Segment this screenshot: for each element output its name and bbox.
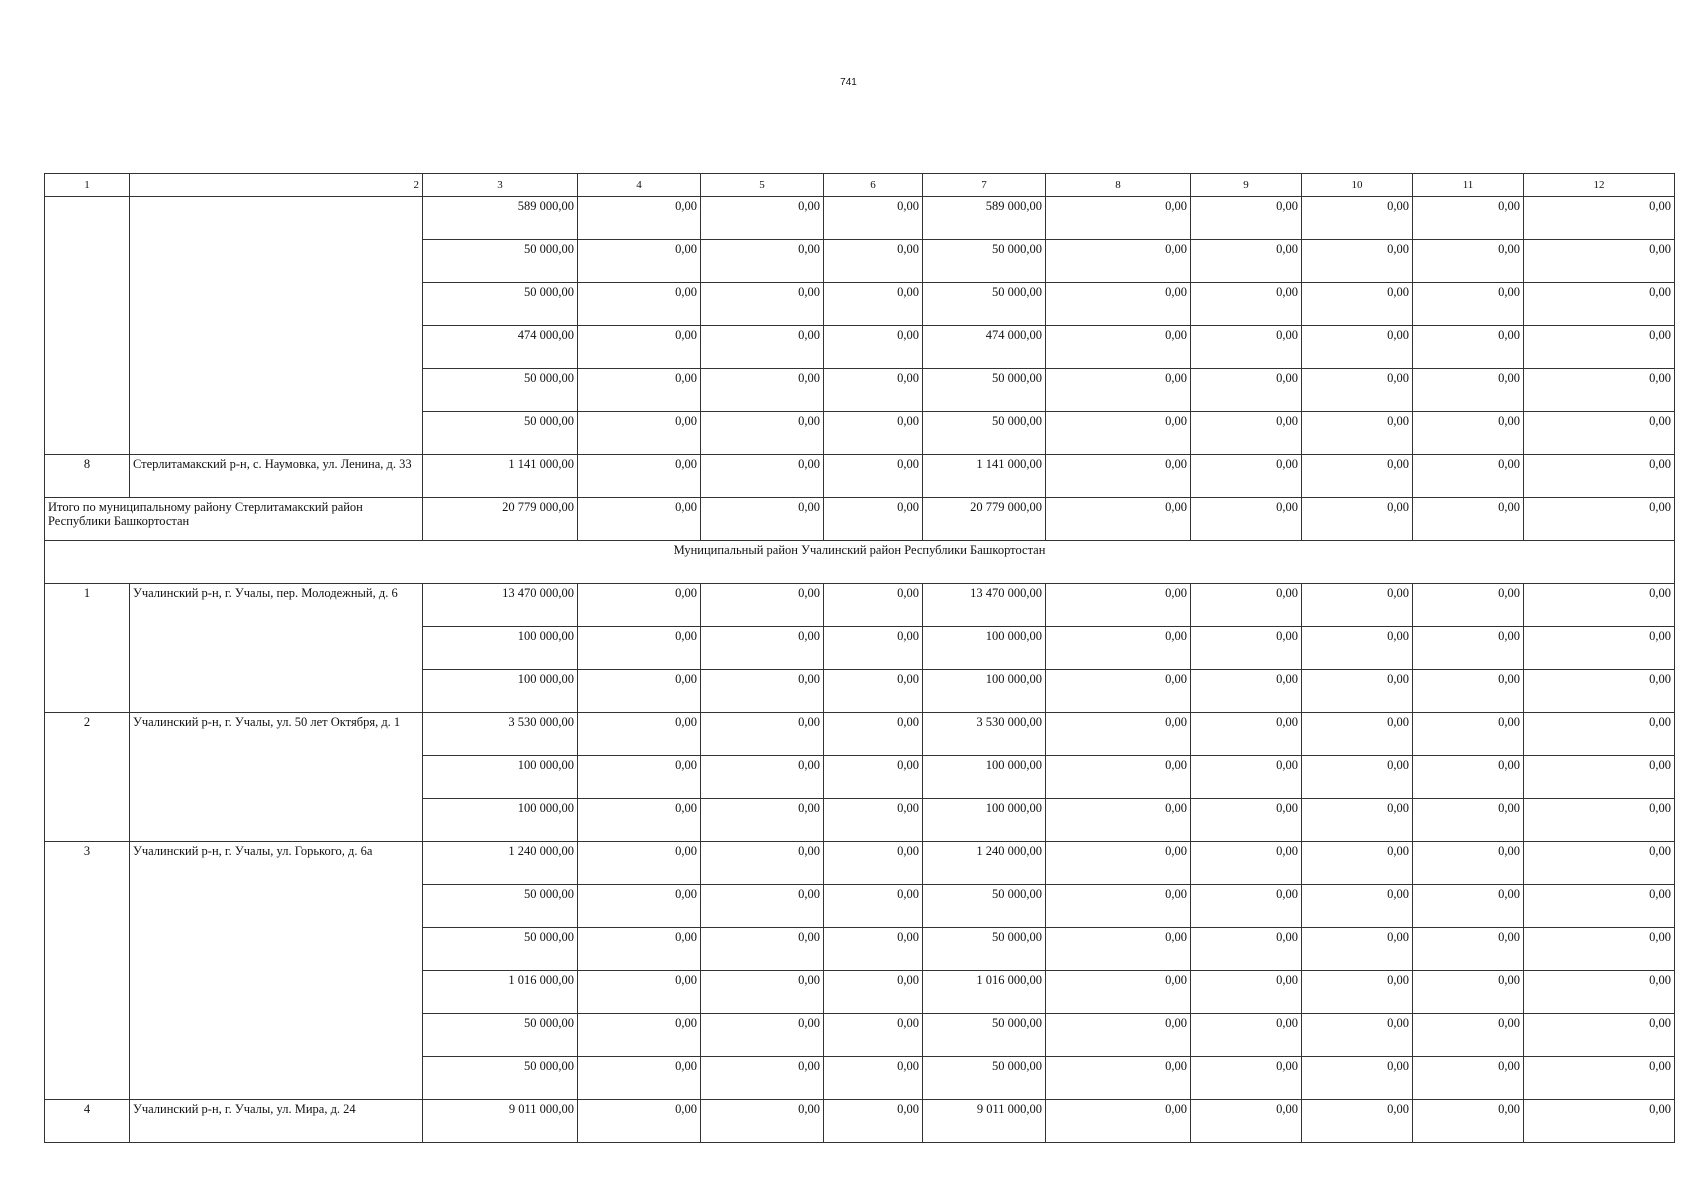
amount-cell: 0,00: [1413, 627, 1524, 670]
amount-cell: 100 000,00: [423, 670, 578, 713]
amount-cell: 9 011 000,00: [423, 1100, 578, 1143]
table-row: [45, 455, 1675, 498]
amount-cell: 0,00: [578, 1100, 701, 1143]
column-number-6: 6: [824, 174, 923, 197]
amount-cell: 0,00: [1524, 713, 1675, 756]
amount-cell: 0,00: [1302, 240, 1413, 283]
amount-cell: 50 000,00: [423, 240, 578, 283]
amount-cell: 0,00: [1413, 369, 1524, 412]
total-amount-cell: 0,00: [1191, 498, 1302, 541]
amount-cell: 0,00: [1191, 713, 1302, 756]
amount-cell: 0,00: [1046, 197, 1191, 240]
amount-cell: 0,00: [701, 326, 824, 369]
amount-cell: 1 240 000,00: [923, 842, 1046, 885]
amount-cell: 0,00: [701, 197, 824, 240]
amount-cell: 100 000,00: [923, 799, 1046, 842]
amount-cell: 0,00: [1524, 842, 1675, 885]
amount-cell: 1 141 000,00: [923, 455, 1046, 498]
amount-cell: 0,00: [1046, 885, 1191, 928]
amount-cell: 0,00: [1046, 1014, 1191, 1057]
amount-cell: 0,00: [701, 1057, 824, 1100]
amount-cell: 0,00: [1046, 713, 1191, 756]
amount-cell: 0,00: [1191, 455, 1302, 498]
total-amount-cell: 0,00: [824, 498, 923, 541]
amount-cell: 0,00: [578, 670, 701, 713]
amount-cell: 0,00: [578, 799, 701, 842]
amount-cell: 0,00: [701, 412, 824, 455]
amount-cell: 0,00: [701, 455, 824, 498]
amount-cell: 0,00: [1524, 412, 1675, 455]
amount-cell: 0,00: [1524, 756, 1675, 799]
amount-cell: 0,00: [1191, 369, 1302, 412]
amount-cell: 0,00: [1191, 928, 1302, 971]
amount-cell: 0,00: [1191, 885, 1302, 928]
amount-cell: 0,00: [1046, 842, 1191, 885]
amount-cell: 0,00: [1524, 1100, 1675, 1143]
amount-cell: 0,00: [701, 369, 824, 412]
address-cell: Стерлитамакский р-н, с. Наумовка, ул. Ленина, д. 33: [130, 455, 423, 498]
total-amount-cell: 0,00: [1413, 498, 1524, 541]
amount-cell: 0,00: [1413, 584, 1524, 627]
table-row: [45, 1100, 1675, 1143]
amount-cell: 0,00: [1524, 928, 1675, 971]
amount-cell: 0,00: [701, 1014, 824, 1057]
amount-cell: 0,00: [1191, 756, 1302, 799]
total-amount-cell: 0,00: [578, 498, 701, 541]
amount-cell: 0,00: [1413, 971, 1524, 1014]
amount-cell: 0,00: [1191, 670, 1302, 713]
amount-cell: 0,00: [824, 412, 923, 455]
amount-cell: 0,00: [824, 885, 923, 928]
amount-cell: 0,00: [1413, 240, 1524, 283]
amount-cell: 0,00: [1302, 670, 1413, 713]
amount-cell: 0,00: [1524, 240, 1675, 283]
table-row: [45, 713, 1675, 756]
column-number-4: 4: [578, 174, 701, 197]
total-amount-cell: 0,00: [701, 498, 824, 541]
amount-cell: 0,00: [1191, 971, 1302, 1014]
amount-cell: 0,00: [1191, 584, 1302, 627]
amount-cell: 0,00: [824, 1100, 923, 1143]
amount-cell: 0,00: [701, 885, 824, 928]
amount-cell: 0,00: [824, 1014, 923, 1057]
amount-cell: 0,00: [1413, 928, 1524, 971]
amount-cell: 0,00: [578, 842, 701, 885]
amount-cell: 0,00: [1524, 197, 1675, 240]
amount-cell: 0,00: [1046, 756, 1191, 799]
row-index-cell: 3: [45, 842, 130, 1100]
amount-cell: 13 470 000,00: [423, 584, 578, 627]
amount-cell: 0,00: [1191, 283, 1302, 326]
amount-cell: 0,00: [824, 584, 923, 627]
row-index-cell: 4: [45, 1100, 130, 1143]
amount-cell: 0,00: [1191, 1100, 1302, 1143]
amount-cell: 50 000,00: [923, 1057, 1046, 1100]
amount-cell: 0,00: [824, 799, 923, 842]
total-row: [45, 498, 1675, 541]
amount-cell: 100 000,00: [923, 670, 1046, 713]
amount-cell: 0,00: [701, 756, 824, 799]
column-number-11: 11: [1413, 174, 1524, 197]
amount-cell: 0,00: [1413, 1014, 1524, 1057]
amount-cell: 100 000,00: [423, 799, 578, 842]
amount-cell: 0,00: [1302, 799, 1413, 842]
amount-cell: 0,00: [701, 240, 824, 283]
amount-cell: 50 000,00: [423, 1014, 578, 1057]
amount-cell: 474 000,00: [923, 326, 1046, 369]
amount-cell: 0,00: [1191, 842, 1302, 885]
amount-cell: 1 016 000,00: [423, 971, 578, 1014]
amount-cell: 0,00: [824, 197, 923, 240]
amount-cell: 100 000,00: [923, 756, 1046, 799]
amount-cell: 0,00: [1302, 1014, 1413, 1057]
amount-cell: 0,00: [824, 670, 923, 713]
amount-cell: 0,00: [1413, 842, 1524, 885]
table-row: [45, 842, 1675, 885]
amount-cell: 0,00: [701, 713, 824, 756]
amount-cell: 0,00: [578, 971, 701, 1014]
amount-cell: 0,00: [1046, 240, 1191, 283]
amount-cell: 0,00: [1524, 799, 1675, 842]
amount-cell: 50 000,00: [923, 240, 1046, 283]
column-number-5: 5: [701, 174, 824, 197]
amount-cell: 3 530 000,00: [423, 713, 578, 756]
column-number-8: 8: [1046, 174, 1191, 197]
amount-cell: 0,00: [1046, 283, 1191, 326]
section-row: [45, 541, 1675, 584]
section-title: Муниципальный район Учалинский район Республики Башкортостан: [45, 541, 1675, 584]
amount-cell: 0,00: [824, 283, 923, 326]
amount-cell: 0,00: [1413, 326, 1524, 369]
row-index-cell: 2: [45, 713, 130, 842]
amount-cell: 0,00: [1413, 283, 1524, 326]
amount-cell: 0,00: [824, 240, 923, 283]
row-index-cell: [45, 197, 130, 455]
amount-cell: 0,00: [1302, 713, 1413, 756]
amount-cell: 50 000,00: [423, 369, 578, 412]
amount-cell: 0,00: [1524, 584, 1675, 627]
column-number-12: 12: [1524, 174, 1675, 197]
column-number-header-row: [45, 174, 1675, 197]
amount-cell: 0,00: [578, 713, 701, 756]
amount-cell: 0,00: [578, 326, 701, 369]
amount-cell: 0,00: [1302, 369, 1413, 412]
amount-cell: 0,00: [824, 928, 923, 971]
amount-cell: 9 011 000,00: [923, 1100, 1046, 1143]
amount-cell: 50 000,00: [923, 412, 1046, 455]
amount-cell: 0,00: [578, 885, 701, 928]
amount-cell: 0,00: [1413, 412, 1524, 455]
amount-cell: 0,00: [1524, 1014, 1675, 1057]
amount-cell: 0,00: [701, 283, 824, 326]
column-number-1: 1: [45, 174, 130, 197]
amount-cell: 0,00: [824, 1057, 923, 1100]
column-number-7: 7: [923, 174, 1046, 197]
amount-cell: 0,00: [1046, 627, 1191, 670]
column-number-10: 10: [1302, 174, 1413, 197]
total-amount-cell: 20 779 000,00: [923, 498, 1046, 541]
amount-cell: 0,00: [578, 1014, 701, 1057]
financing-table: [44, 173, 1675, 1143]
amount-cell: 0,00: [1524, 627, 1675, 670]
amount-cell: 0,00: [1191, 326, 1302, 369]
amount-cell: 0,00: [1302, 928, 1413, 971]
amount-cell: 0,00: [1413, 799, 1524, 842]
amount-cell: 0,00: [701, 1100, 824, 1143]
column-number-2: 2: [130, 174, 423, 197]
amount-cell: 0,00: [701, 584, 824, 627]
amount-cell: 0,00: [578, 197, 701, 240]
amount-cell: 50 000,00: [423, 885, 578, 928]
amount-cell: 50 000,00: [423, 928, 578, 971]
amount-cell: 0,00: [1413, 1057, 1524, 1100]
amount-cell: 0,00: [1413, 1100, 1524, 1143]
amount-cell: 0,00: [1046, 1057, 1191, 1100]
amount-cell: 0,00: [1191, 1057, 1302, 1100]
amount-cell: 100 000,00: [423, 627, 578, 670]
amount-cell: 0,00: [701, 842, 824, 885]
amount-cell: 0,00: [1302, 412, 1413, 455]
amount-cell: 0,00: [1046, 455, 1191, 498]
amount-cell: 1 141 000,00: [423, 455, 578, 498]
amount-cell: 3 530 000,00: [923, 713, 1046, 756]
amount-cell: 0,00: [1413, 670, 1524, 713]
amount-cell: 0,00: [701, 971, 824, 1014]
address-cell: Учалинский р-н, г. Учалы, ул. 50 лет Октября, д. 1: [130, 713, 423, 842]
amount-cell: 589 000,00: [423, 197, 578, 240]
total-amount-cell: 0,00: [1046, 498, 1191, 541]
amount-cell: 0,00: [824, 369, 923, 412]
amount-cell: 0,00: [1046, 928, 1191, 971]
amount-cell: 0,00: [824, 627, 923, 670]
table-body: [45, 174, 1675, 1143]
address-cell: Учалинский р-н, г. Учалы, ул. Мира, д. 24: [130, 1100, 423, 1143]
table-row: [45, 584, 1675, 627]
row-index-cell: 1: [45, 584, 130, 713]
amount-cell: 0,00: [578, 1057, 701, 1100]
total-label: Итого по муниципальному району Стерлитамакский район Республики Башкортостан: [45, 498, 423, 541]
column-number-9: 9: [1191, 174, 1302, 197]
amount-cell: 0,00: [1046, 670, 1191, 713]
amount-cell: 0,00: [1191, 627, 1302, 670]
amount-cell: 0,00: [1302, 627, 1413, 670]
amount-cell: 0,00: [1191, 799, 1302, 842]
amount-cell: 50 000,00: [923, 1014, 1046, 1057]
amount-cell: 0,00: [1524, 326, 1675, 369]
amount-cell: 0,00: [1524, 283, 1675, 326]
page-number: 741: [840, 77, 857, 88]
amount-cell: 0,00: [1413, 713, 1524, 756]
address-cell: [130, 197, 423, 455]
amount-cell: 0,00: [1046, 971, 1191, 1014]
amount-cell: 50 000,00: [423, 412, 578, 455]
amount-cell: 0,00: [578, 240, 701, 283]
amount-cell: 0,00: [1302, 971, 1413, 1014]
amount-cell: 0,00: [1302, 842, 1413, 885]
amount-cell: 0,00: [1191, 412, 1302, 455]
amount-cell: 0,00: [1413, 756, 1524, 799]
amount-cell: 0,00: [578, 627, 701, 670]
address-cell: Учалинский р-н, г. Учалы, пер. Молодежный, д. 6: [130, 584, 423, 713]
amount-cell: 0,00: [1046, 1100, 1191, 1143]
amount-cell: 0,00: [1413, 885, 1524, 928]
amount-cell: 0,00: [1524, 971, 1675, 1014]
amount-cell: 0,00: [1046, 369, 1191, 412]
amount-cell: 0,00: [1302, 1057, 1413, 1100]
amount-cell: 0,00: [578, 584, 701, 627]
table-row: [45, 197, 1675, 240]
amount-cell: 0,00: [824, 713, 923, 756]
amount-cell: 0,00: [1524, 885, 1675, 928]
amount-cell: 13 470 000,00: [923, 584, 1046, 627]
amount-cell: 0,00: [1046, 326, 1191, 369]
amount-cell: 0,00: [1524, 670, 1675, 713]
amount-cell: 0,00: [824, 756, 923, 799]
amount-cell: 0,00: [578, 283, 701, 326]
amount-cell: 0,00: [824, 971, 923, 1014]
amount-cell: 0,00: [1302, 283, 1413, 326]
amount-cell: 0,00: [578, 455, 701, 498]
total-amount-cell: 0,00: [1302, 498, 1413, 541]
amount-cell: 0,00: [1302, 326, 1413, 369]
amount-cell: 0,00: [1302, 756, 1413, 799]
amount-cell: 0,00: [1302, 455, 1413, 498]
amount-cell: 0,00: [1046, 584, 1191, 627]
amount-cell: 0,00: [578, 412, 701, 455]
row-index-cell: 8: [45, 455, 130, 498]
total-amount-cell: 20 779 000,00: [423, 498, 578, 541]
amount-cell: 0,00: [1302, 885, 1413, 928]
amount-cell: 0,00: [1524, 1057, 1675, 1100]
amount-cell: 100 000,00: [423, 756, 578, 799]
amount-cell: 50 000,00: [423, 1057, 578, 1100]
amount-cell: 0,00: [578, 369, 701, 412]
address-cell: Учалинский р-н, г. Учалы, ул. Горького, д. 6а: [130, 842, 423, 1100]
column-number-3: 3: [423, 174, 578, 197]
amount-cell: 589 000,00: [923, 197, 1046, 240]
amount-cell: 0,00: [1524, 455, 1675, 498]
amount-cell: 0,00: [578, 928, 701, 971]
amount-cell: 50 000,00: [423, 283, 578, 326]
amount-cell: 0,00: [1302, 197, 1413, 240]
amount-cell: 0,00: [1413, 455, 1524, 498]
amount-cell: 0,00: [824, 455, 923, 498]
amount-cell: 0,00: [1302, 584, 1413, 627]
amount-cell: 0,00: [578, 756, 701, 799]
amount-cell: 0,00: [1191, 240, 1302, 283]
amount-cell: 0,00: [1046, 412, 1191, 455]
amount-cell: 0,00: [1191, 1014, 1302, 1057]
amount-cell: 0,00: [824, 842, 923, 885]
amount-cell: 1 016 000,00: [923, 971, 1046, 1014]
amount-cell: 0,00: [824, 326, 923, 369]
amount-cell: 0,00: [701, 928, 824, 971]
amount-cell: 50 000,00: [923, 283, 1046, 326]
amount-cell: 0,00: [1413, 197, 1524, 240]
amount-cell: 50 000,00: [923, 928, 1046, 971]
amount-cell: 1 240 000,00: [423, 842, 578, 885]
total-amount-cell: 0,00: [1524, 498, 1675, 541]
amount-cell: 0,00: [701, 799, 824, 842]
amount-cell: 0,00: [1524, 369, 1675, 412]
amount-cell: 0,00: [701, 627, 824, 670]
amount-cell: 474 000,00: [423, 326, 578, 369]
amount-cell: 0,00: [1191, 197, 1302, 240]
amount-cell: 0,00: [1046, 799, 1191, 842]
amount-cell: 100 000,00: [923, 627, 1046, 670]
amount-cell: 50 000,00: [923, 885, 1046, 928]
amount-cell: 0,00: [701, 670, 824, 713]
amount-cell: 50 000,00: [923, 369, 1046, 412]
amount-cell: 0,00: [1302, 1100, 1413, 1143]
